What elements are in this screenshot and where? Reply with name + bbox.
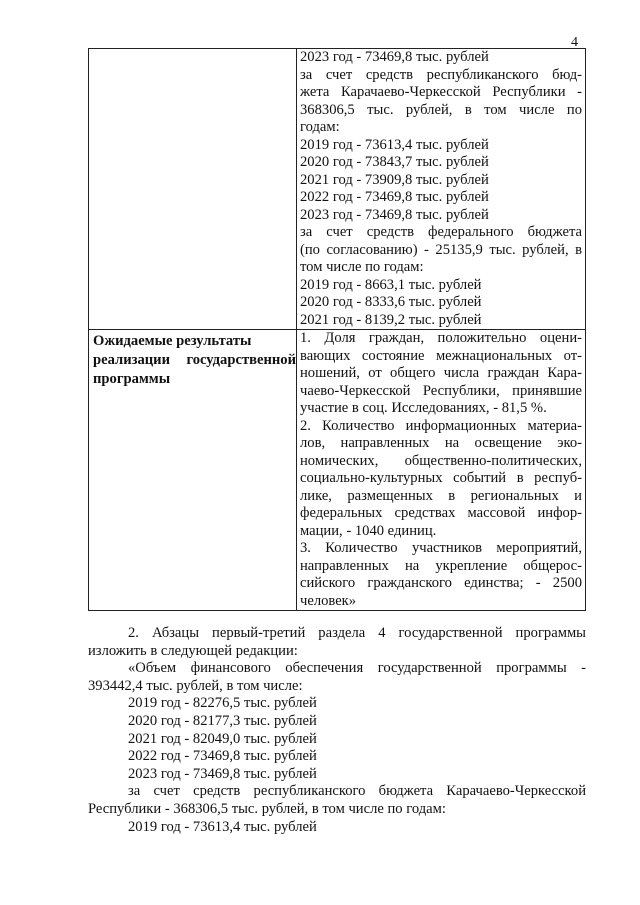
content-lines (300, 49, 582, 329)
text-line: Республики - 368306,5 тыс. рублей, в том числе по годам: (88, 800, 446, 817)
text-line: 2021 год - 73909,8 тыс. рублей (300, 171, 489, 188)
text-line: 2. Абзацы первый-третий раздела 4 государственной программы (128, 625, 586, 641)
table-cell-label-expected-results (89, 330, 297, 611)
text-line: чаево-Черкесской Республики, принявшие (300, 382, 582, 399)
text-line: изложить в следующей редакции: (88, 642, 298, 659)
body-lines (88, 625, 586, 836)
text-line: 1. Доля граждан, положительно оцени- (300, 330, 582, 346)
text-line: участие в соц. Исследованиях, - 81,5 %. (300, 400, 547, 416)
label-lines (89, 49, 296, 51)
text-line: 2021 год - 82049,0 тыс. рублей (128, 730, 317, 747)
text-line: (по согласованию) - 25135,9 тыс. рублей, в (300, 241, 582, 258)
text-line: 2019 год - 8663,1 тыс. рублей (300, 276, 482, 293)
text-line: том числе по годам: (300, 259, 424, 275)
text-line: 2023 год - 73469,8 тыс. рублей (300, 206, 489, 223)
text-line: социально-культурных событий в респуб- (300, 470, 582, 486)
text-line: направленных на укрепление общерос- (300, 557, 582, 574)
text-line: 3. Количество участников мероприятий, (300, 540, 582, 556)
text-line: жета Карачаево-Черкесской Республики - (300, 84, 582, 100)
text-line: мации, - 1040 единиц. (300, 522, 437, 539)
text-line: Ожидаемые результаты (93, 333, 252, 349)
passport-table (88, 48, 586, 611)
text-line: годам: (300, 119, 340, 135)
page-number: 4 (571, 35, 578, 50)
text-line: федеральных средствах массовой инфор- (300, 505, 582, 521)
body-text (88, 625, 586, 836)
table-row-funding (89, 49, 586, 330)
table-cell-funding-content (297, 49, 586, 330)
text-line: вающих состояние межнациональных от- (300, 347, 582, 364)
text-line: 2022 год - 73469,8 тыс. рублей (300, 189, 489, 205)
text-line: 2019 год - 73613,4 тыс. рублей (128, 818, 317, 835)
text-line: 393442,4 тыс. рублей, в том числе: (88, 677, 303, 694)
text-line: за счет средств республиканского бюджета Карачаево-Черкесской (128, 783, 586, 800)
text-line: лике, размещенных в региональных и (300, 487, 582, 504)
text-line: ношений, от общего числа граждан Кара- (300, 365, 582, 381)
text-line: 2022 год - 73469,8 тыс. рублей (128, 748, 317, 765)
text-line: реализации государственной (93, 352, 296, 368)
text-line: за счет средств федерального бюджета (300, 224, 582, 240)
table-cell-label-funding (89, 49, 297, 330)
text-line: 2. Количество информационных материа- (300, 417, 582, 434)
content-lines (300, 330, 582, 610)
label-lines (89, 330, 296, 389)
text-line: программы (93, 371, 171, 387)
text-line: 2020 год - 8333,6 тыс. рублей (300, 294, 482, 310)
text-line: 2020 год - 73843,7 тыс. рублей (300, 154, 489, 170)
table-row-expected-results (89, 330, 586, 611)
text-line: 2023 год - 73469,8 тыс. рублей (300, 49, 489, 65)
text-line: 2021 год - 8139,2 тыс. рублей (300, 311, 482, 328)
text-line: сийского гражданского единства; - 2500 (300, 575, 582, 591)
text-line: лов, направленных на освещение эко- (300, 435, 582, 451)
text-line: 2023 год - 73469,8 тыс. рублей (128, 765, 317, 782)
table-cell-expected-results-content (297, 330, 586, 611)
text-line: за счет средств республиканского бюд- (300, 66, 582, 83)
text-line: 2019 год - 82276,5 тыс. рублей (128, 695, 317, 712)
text-line: номических, общественно-политических, (300, 452, 582, 469)
text-line: 2020 год - 82177,3 тыс. рублей (128, 712, 317, 729)
text-line: 368306,5 тыс. рублей, в том числе по (300, 101, 582, 118)
text-line: «Объем финансового обеспечения государственной программы - (128, 660, 586, 677)
text-line: 2019 год - 73613,4 тыс. рублей (300, 136, 489, 153)
text-line: человек» (300, 592, 357, 609)
